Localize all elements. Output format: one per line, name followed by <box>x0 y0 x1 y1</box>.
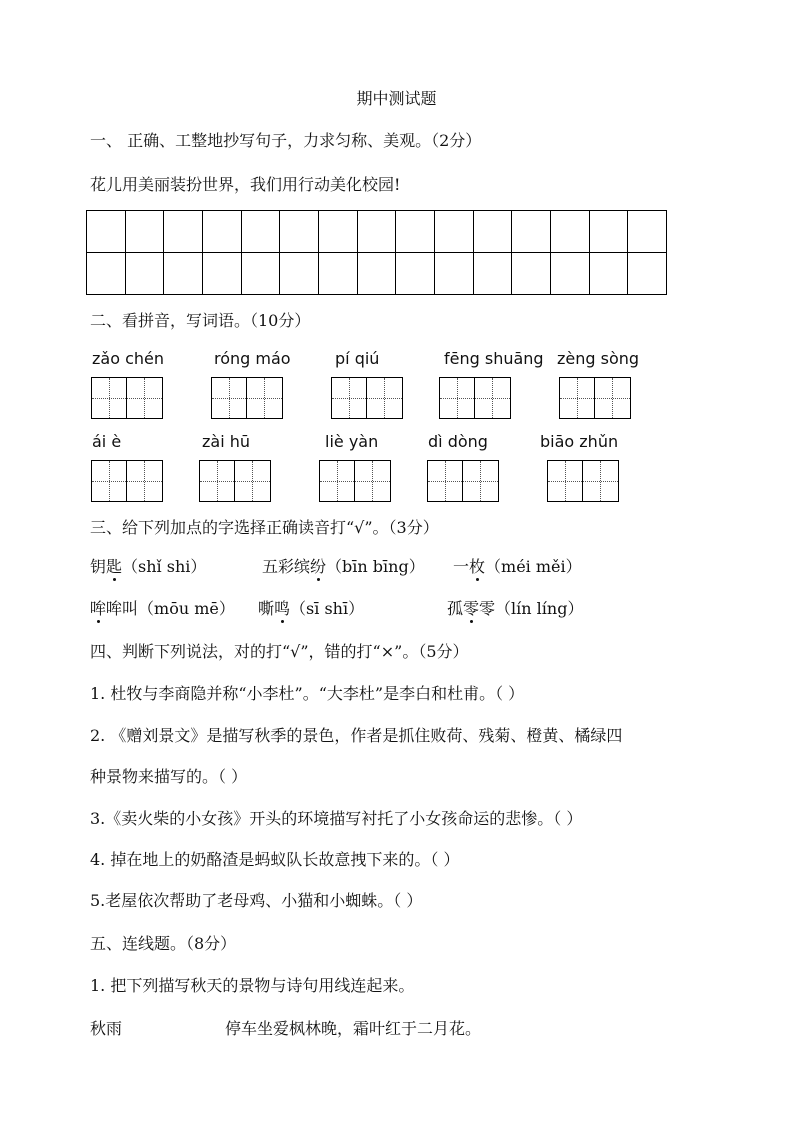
pinyin-4: fēng shuāng <box>444 349 544 368</box>
reading-item-binfen <box>262 554 425 577</box>
guide-line <box>548 481 618 482</box>
grid-cell[interactable] <box>319 211 358 253</box>
section3-heading: 三、给下列加点的字选择正确读音打“√”。（3分） <box>90 518 439 537</box>
grid-cell[interactable] <box>512 211 551 253</box>
reading-item-mei <box>453 554 582 577</box>
reading-item-siming <box>258 596 364 619</box>
grid-cell[interactable] <box>87 253 126 295</box>
guide-line <box>332 398 402 399</box>
judge-item-1[interactable]: 1. 杜牧与李商隐并称“小李杜”。“大李杜”是李白和杜甫。（ ） <box>90 684 525 703</box>
tianzi-box-2[interactable] <box>211 377 283 419</box>
tianzi-box-8[interactable] <box>319 460 391 502</box>
grid-cell[interactable] <box>590 253 628 295</box>
reading-item-guling <box>447 596 583 619</box>
grid-cell[interactable] <box>551 253 590 295</box>
guide-line <box>200 481 270 482</box>
grid-cell[interactable] <box>435 253 474 295</box>
tianzi-box-9[interactable] <box>427 460 499 502</box>
pinyin-10: biāo zhǔn <box>540 432 619 451</box>
dotted-char: 鸣 <box>274 596 290 619</box>
section2-heading: 二、看拼音，写词语。（10分） <box>90 311 311 330</box>
tianzi-box-7[interactable] <box>199 460 271 502</box>
dotted-char: 枚 <box>469 554 485 577</box>
grid-cell[interactable] <box>242 211 280 253</box>
grid-cell[interactable] <box>203 211 242 253</box>
pinyin-6: ái è <box>92 432 122 451</box>
judge-item-5[interactable]: 5.老屋依次帮助了老母鸡、小猫和小蜘蛛。（ ） <box>90 891 423 910</box>
guide-line <box>440 398 510 399</box>
grid-cell[interactable] <box>164 253 203 295</box>
item-options[interactable]: （bīn bīng） <box>326 557 425 576</box>
grid-cell[interactable] <box>358 211 396 253</box>
match-left-item[interactable]: 秋雨 <box>90 1019 123 1038</box>
grid-cell[interactable] <box>628 211 667 253</box>
grid-cell[interactable] <box>590 211 628 253</box>
section5-heading: 五、连线题。（8分） <box>90 934 237 953</box>
page-title: 期中测试题 <box>356 89 437 108</box>
pinyin-8: liè yàn <box>325 432 379 451</box>
guide-line <box>92 481 162 482</box>
tianzi-box-3[interactable] <box>331 377 403 419</box>
item-text: 孤 <box>447 599 464 618</box>
item-options[interactable]: （méi měi） <box>485 557 582 576</box>
guide-line <box>560 398 630 399</box>
guide-line <box>320 481 390 482</box>
dotted-char: 匙 <box>106 554 122 577</box>
grid-cell[interactable] <box>474 253 512 295</box>
copy-sentence: 花儿用美丽装扮世界，我们用行动美化校园! <box>90 175 401 194</box>
reading-item-moumou <box>90 596 235 619</box>
copy-grid[interactable] <box>86 210 667 295</box>
pinyin-2: róng máo <box>214 349 291 368</box>
grid-cell[interactable] <box>242 253 280 295</box>
grid-cell[interactable] <box>203 253 242 295</box>
pinyin-9: dì dòng <box>428 432 488 451</box>
grid-cell[interactable] <box>628 253 667 295</box>
section1-heading: 一、 正确、工整地抄写句子，力求匀称、美观。（2分） <box>90 131 482 150</box>
item-options[interactable]: （sī shī） <box>290 599 365 618</box>
section4-heading: 四、判断下列说法，对的打“√”，错的打“×”。（5分） <box>90 642 469 661</box>
reading-item-yaoshi <box>90 554 206 577</box>
judge-item-2: 2. 《赠刘景文》是描写秋季的景色，作者是抓住败荷、残菊、橙黄、橘绿四 <box>90 726 623 745</box>
grid-cell[interactable] <box>164 211 203 253</box>
judge-item-2-cont[interactable]: 种景物来描写的。（ ） <box>90 767 248 786</box>
tianzi-box-1[interactable] <box>91 377 163 419</box>
judge-item-3[interactable]: 3.《卖火柴的小女孩》开头的环境描写衬托了小女孩命运的悲惨。（ ） <box>90 809 583 828</box>
item-text: 一 <box>453 557 470 576</box>
tianzi-box-5[interactable] <box>559 377 631 419</box>
grid-cell[interactable] <box>319 253 358 295</box>
grid-cell[interactable] <box>474 211 512 253</box>
item-text: 嘶 <box>258 599 275 618</box>
item-options[interactable]: （shǐ shi） <box>122 557 207 576</box>
guide-line <box>428 481 498 482</box>
grid-cell[interactable] <box>396 253 435 295</box>
dotted-char: 哞 <box>90 596 106 619</box>
grid-cell[interactable] <box>126 253 164 295</box>
grid-cell[interactable] <box>358 253 396 295</box>
dotted-char: 纷 <box>310 554 326 577</box>
item-options[interactable]: 零（lín líng） <box>479 599 584 618</box>
pinyin-3: pí qiú <box>335 349 380 368</box>
guide-line <box>212 398 282 399</box>
grid-cell[interactable] <box>126 211 164 253</box>
grid-cell[interactable] <box>551 211 590 253</box>
tianzi-box-4[interactable] <box>439 377 511 419</box>
grid-cell[interactable] <box>280 253 319 295</box>
item-options[interactable]: 哞叫（mōu mē） <box>106 599 235 618</box>
grid-cell[interactable] <box>280 211 319 253</box>
grid-cell[interactable] <box>512 253 551 295</box>
grid-cell[interactable] <box>396 211 435 253</box>
pinyin-5: zèng sòng <box>557 349 640 368</box>
tianzi-box-10[interactable] <box>547 460 619 502</box>
guide-line <box>92 398 162 399</box>
tianzi-box-6[interactable] <box>91 460 163 502</box>
match-instruction: 1. 把下列描写秋天的景物与诗句用线连起来。 <box>90 976 415 995</box>
dotted-char: 零 <box>463 596 479 619</box>
judge-item-4[interactable]: 4. 掉在地上的奶酪渣是蚂蚁队长故意拽下来的。（ ） <box>90 850 460 869</box>
grid-cell[interactable] <box>87 211 126 253</box>
grid-cell[interactable] <box>435 211 474 253</box>
pinyin-7: zài hū <box>202 432 251 451</box>
match-right-item[interactable]: 停车坐爱枫林晚，霜叶红于二月花。 <box>225 1019 482 1038</box>
pinyin-1: zǎo chén <box>92 349 164 368</box>
item-text: 五彩缤 <box>262 557 311 576</box>
item-text: 钥 <box>90 557 107 576</box>
